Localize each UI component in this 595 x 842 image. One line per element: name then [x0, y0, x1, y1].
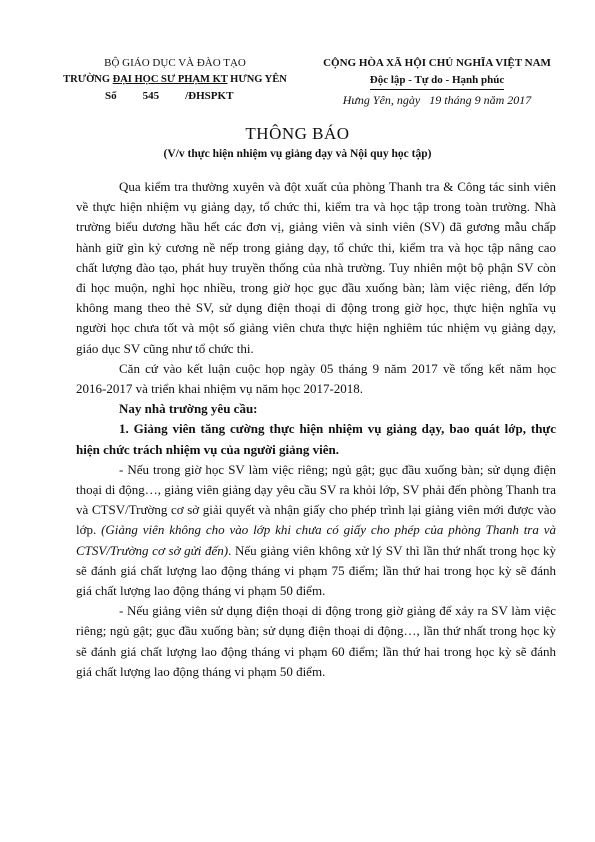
header-left [55, 55, 295, 105]
header-right [292, 55, 582, 109]
document-body [76, 177, 556, 682]
school-name-underlined: ĐẠI HỌC SƯ PHẠM KT [112, 73, 228, 85]
school-suffix: HƯNG YÊN [227, 73, 287, 85]
section-1-heading: 1. Giảng viên tăng cường thực hiện nhiệm vụ giảng dạy, bao quát lớp, thực hiện chức trách nhiệm vụ của người giảng viên. [76, 421, 556, 457]
document-number [55, 88, 295, 105]
paragraph-student-violation-a: - Nếu trong giờ học SV làm việc riêng; ngủ gật; gục đầu xuống bàn; sử dụng điện thoại di động…, giảng viên giảng dạy yêu cầu SV ra khỏi lớp, SV phải đến phòng Thanh tra và CTSV/Trường cơ sở giải quyết và nhận giấy cho phép trình lại giảng viên mới được vào lớp. [76, 461, 556, 538]
country-name: CỘNG HÒA XÃ HỘI CHỦ NGHĨA VIỆT NAM [323, 57, 551, 69]
doc-number: 545 [142, 90, 160, 102]
document-title: THÔNG BÁO [245, 124, 350, 143]
ministry-name: BỘ GIÁO DỤC VÀ ĐÀO TẠO [104, 57, 246, 69]
paragraph-intro: Qua kiểm tra thường xuyên và đột xuất của phòng Thanh tra & Công tác sinh viên về thực hiện nhiệm vụ giảng dạy, tổ chức thi, kiểm tra và học tập trong toàn trường. Nhà trường biểu dương hầu hết các đơn vị, giảng viên và sinh viên (SV) đã gương mẫu chấp hành giữ gìn kỷ cương nề nếp trong giảng dạy, tổ chức thi, kiểm tra và học tập nâng cao chất lượng đào tạo, phát huy truyền thống của nhà trường. Tuy nhiên một bộ phận SV còn đi học muộn, nghỉ học nhiều, trong giờ học gục đầu xuống bàn; làm việc riêng, đến lớp không mang theo thẻ SV, sử dụng điện thoại di động trong giờ học, thực hiện nghĩa vụ người học chưa tốt và một số giảng viên chưa thực hiện nghiêm túc nhiệm vụ giảng dạy, giáo dục SV cũng như tổ chức thi. [76, 179, 556, 356]
national-motto: Độc lập - Tự do - Hạnh phúc [370, 72, 504, 91]
document-subtitle: (V/v thực hiện nhiệm vụ giảng dạy và Nội quy học tập) [163, 148, 432, 160]
doc-label: Số [105, 90, 117, 102]
paragraph-basis: Căn cứ vào kết luận cuộc họp ngày 05 tháng 9 năm 2017 về tổng kết năm học 2016-2017 và triển khai nhiệm vụ năm học 2017-2018. [76, 360, 556, 397]
doc-code: /ĐHSPKT [185, 90, 234, 102]
paragraph-student-violation [76, 460, 556, 601]
paragraph-lecturer-phone: - Nếu giảng viên sử dụng điện thoại di động trong giờ giảng để xảy ra SV làm việc riêng; ngủ gật; gục đầu xuống bàn; sử dụng điện thoại di động…, lần thứ nhất trong học kỳ sẽ đánh giá chất lượng lao động tháng vi phạm 60 điểm; lần thứ hai trong học kỳ sẽ đánh giá chất lượng lao động tháng vi phạm 50 điểm. [76, 603, 556, 679]
dateline: Hưng Yên, ngày 19 tháng 9 năm 2017 [342, 93, 532, 107]
paragraph-requirement-heading: Nay nhà trường yêu cầu: [119, 401, 258, 417]
school-prefix: TRƯỜNG [63, 73, 113, 85]
school-name [55, 72, 295, 89]
paragraph-student-violation-note: (Giảng viên không cho vào lớp khi chưa có giấy cho phép của phòng Thanh tra và CTSV/Trường cơ sở gửi đến) [76, 522, 556, 558]
paragraph-student-violation-b: . Nếu giảng viên không xử lý SV thì lần thứ nhất trong học kỳ sẽ đánh giá chất lượng lao động tháng vi phạm 75 điểm; lần thứ hai trong học kỳ sẽ đánh giá chất lượng lao động tháng vi phạm 50 điểm. [76, 542, 556, 599]
